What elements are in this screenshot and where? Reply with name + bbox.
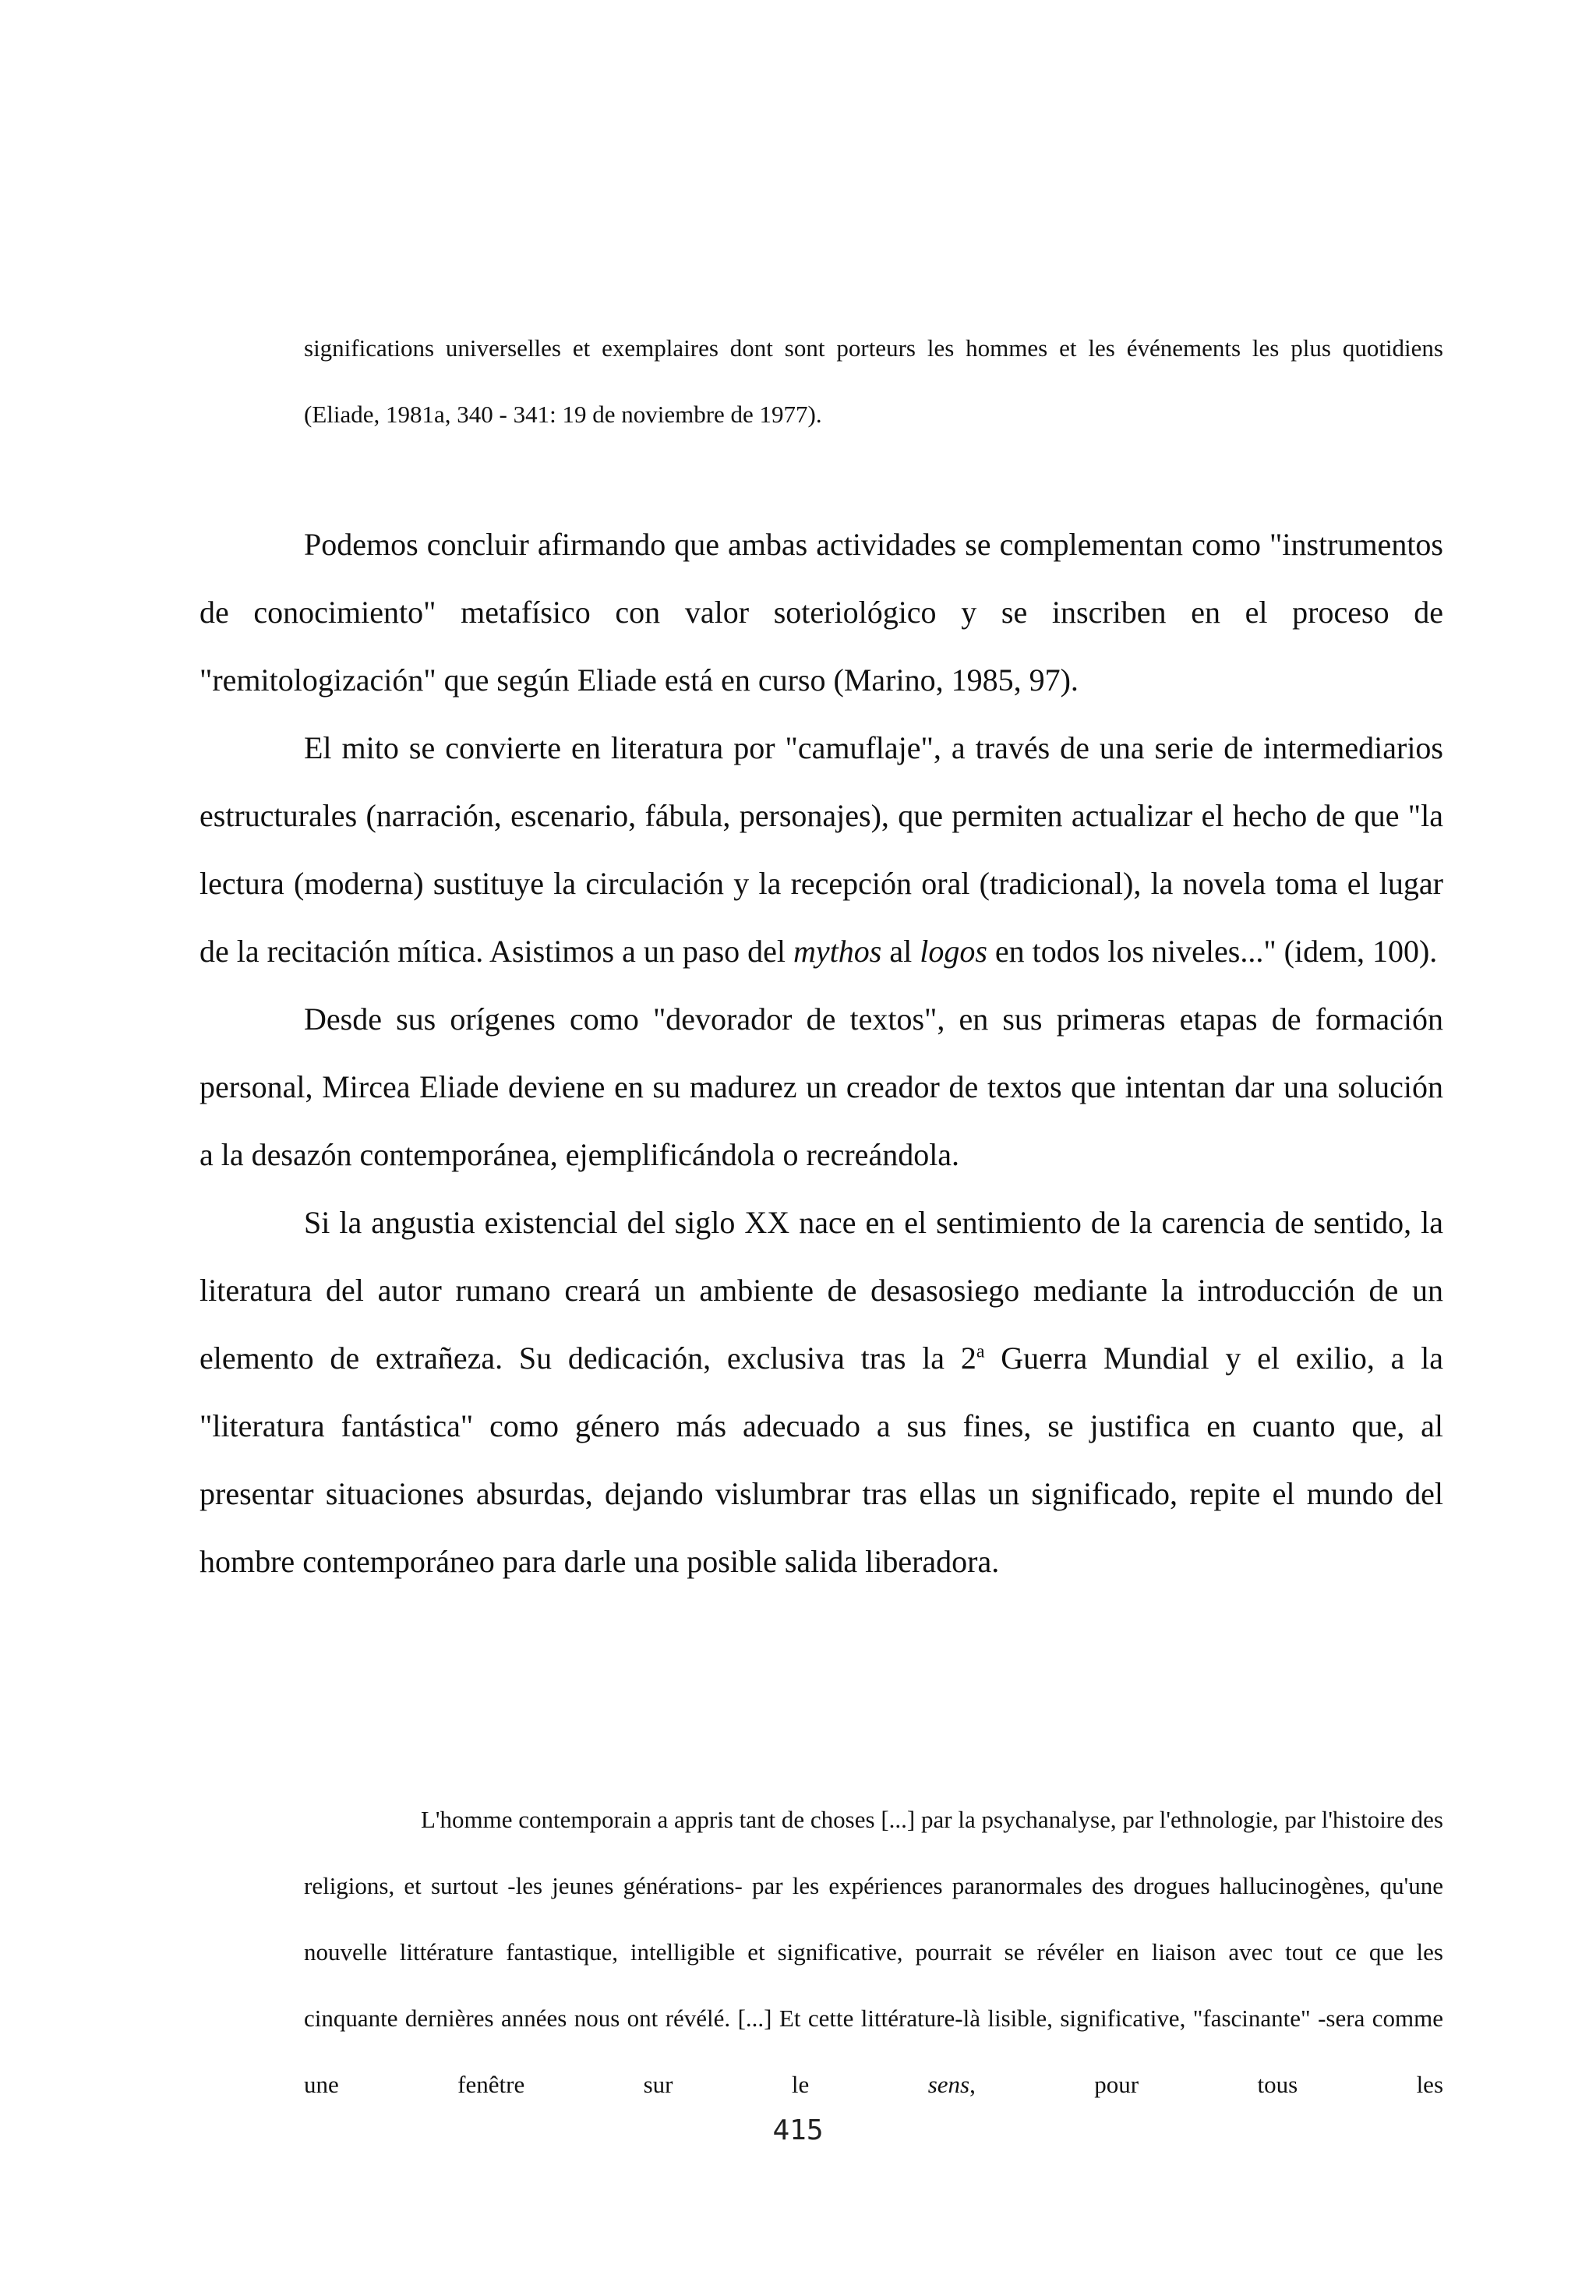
paragraph-2-connector: al <box>881 934 920 969</box>
paragraph-3 <box>200 985 1443 1189</box>
paragraph-3-text: Desde sus orígenes como "devorador de textos", en sus primeras etapas de formación personal, Mircea Eliade deviene en su madurez un creador de textos que intentan dar una solución a la desazón contemporánea, ejemplificándola o recreándola. <box>200 1001 1443 1172</box>
page-number: 415 <box>772 2114 824 2146</box>
quote-bottom-ending: , pour tous les <box>969 2071 1444 2098</box>
paragraph-4-ending: Guerra Mundial y el exilio, a la "literatura fantástica" como género más adecuado a sus fines, se justifica en cuanto que, al presentar situaciones absurdas, dejando vislumbrar tras ellas un significado, repite el mundo del hombre contemporáneo para darle una posible salida liberadora. <box>200 1341 1443 1579</box>
block-quote-bottom <box>304 1786 1443 2118</box>
quote-bottom-text: L'homme contemporain a appris tant de choses [...] par la psychanalyse, par l'ethnologie, par l'histoire des religions, et surtout -les jeunes générations- par les expériences paranormales des drogues hallucinogènes, qu'une nouvelle littérature fantastique, intelligible et significative, pourrait se révéler en liaison avec tout ce que les cinquante dernières années nous ont révélé. [...] Et cette littérature-là lisible, significative, "fascinante" -sera comme une fenêtre sur le <box>304 1806 1443 2098</box>
paragraph-4-text: Si la angustia existencial del siglo XX nace en el sentimiento de la carencia de sentido, la literatura del autor rumano creará un ambiente de desasosiego mediante la introducción de un elemento de extrañeza. Su dedicación, exclusiva tras la 2 <box>200 1205 1443 1376</box>
paragraph-2 <box>200 714 1443 985</box>
paragraph-2-text: El mito se convierte en literatura por "camuflaje", a través de una serie de intermediarios estructurales (narración, escenario, fábula, personajes), que permiten actualizar el hecho de que "la lectura (moderna) sustituye la circulación y la recepción oral (tradicional), la novela toma el lugar de la recitación mítica. Asistimos a un paso del <box>200 730 1443 969</box>
paragraph-1 <box>200 510 1443 714</box>
italic-term-sens: sens <box>927 2071 970 2098</box>
paragraph-4 <box>200 1189 1443 1595</box>
block-quote-top <box>304 315 1443 447</box>
quote-top-text: significations universelles et exemplaires dont sont porteurs les hommes et les événements les plus quotidiens (Eliade, 1981a, 340 - 341: 19 de noviembre de 1977). <box>304 334 1443 428</box>
italic-term-logos: logos <box>920 934 987 969</box>
paragraph-1-text: Podemos concluir afirmando que ambas actividades se complementan como "instrumentos de conocimiento" metafísico con valor soteriológico y se inscriben en el proceso de "remitologización" que según Eliade está en curso (Marino, 1985, 97). <box>200 527 1443 698</box>
body-text <box>200 510 1443 1595</box>
italic-term-mythos: mythos <box>793 934 882 969</box>
ordinal-indicator: a <box>976 1341 985 1362</box>
quote-bottom-paragraph <box>304 1786 1443 2118</box>
paragraph-2-ending: en todos los niveles..." (idem, 100). <box>987 934 1438 969</box>
